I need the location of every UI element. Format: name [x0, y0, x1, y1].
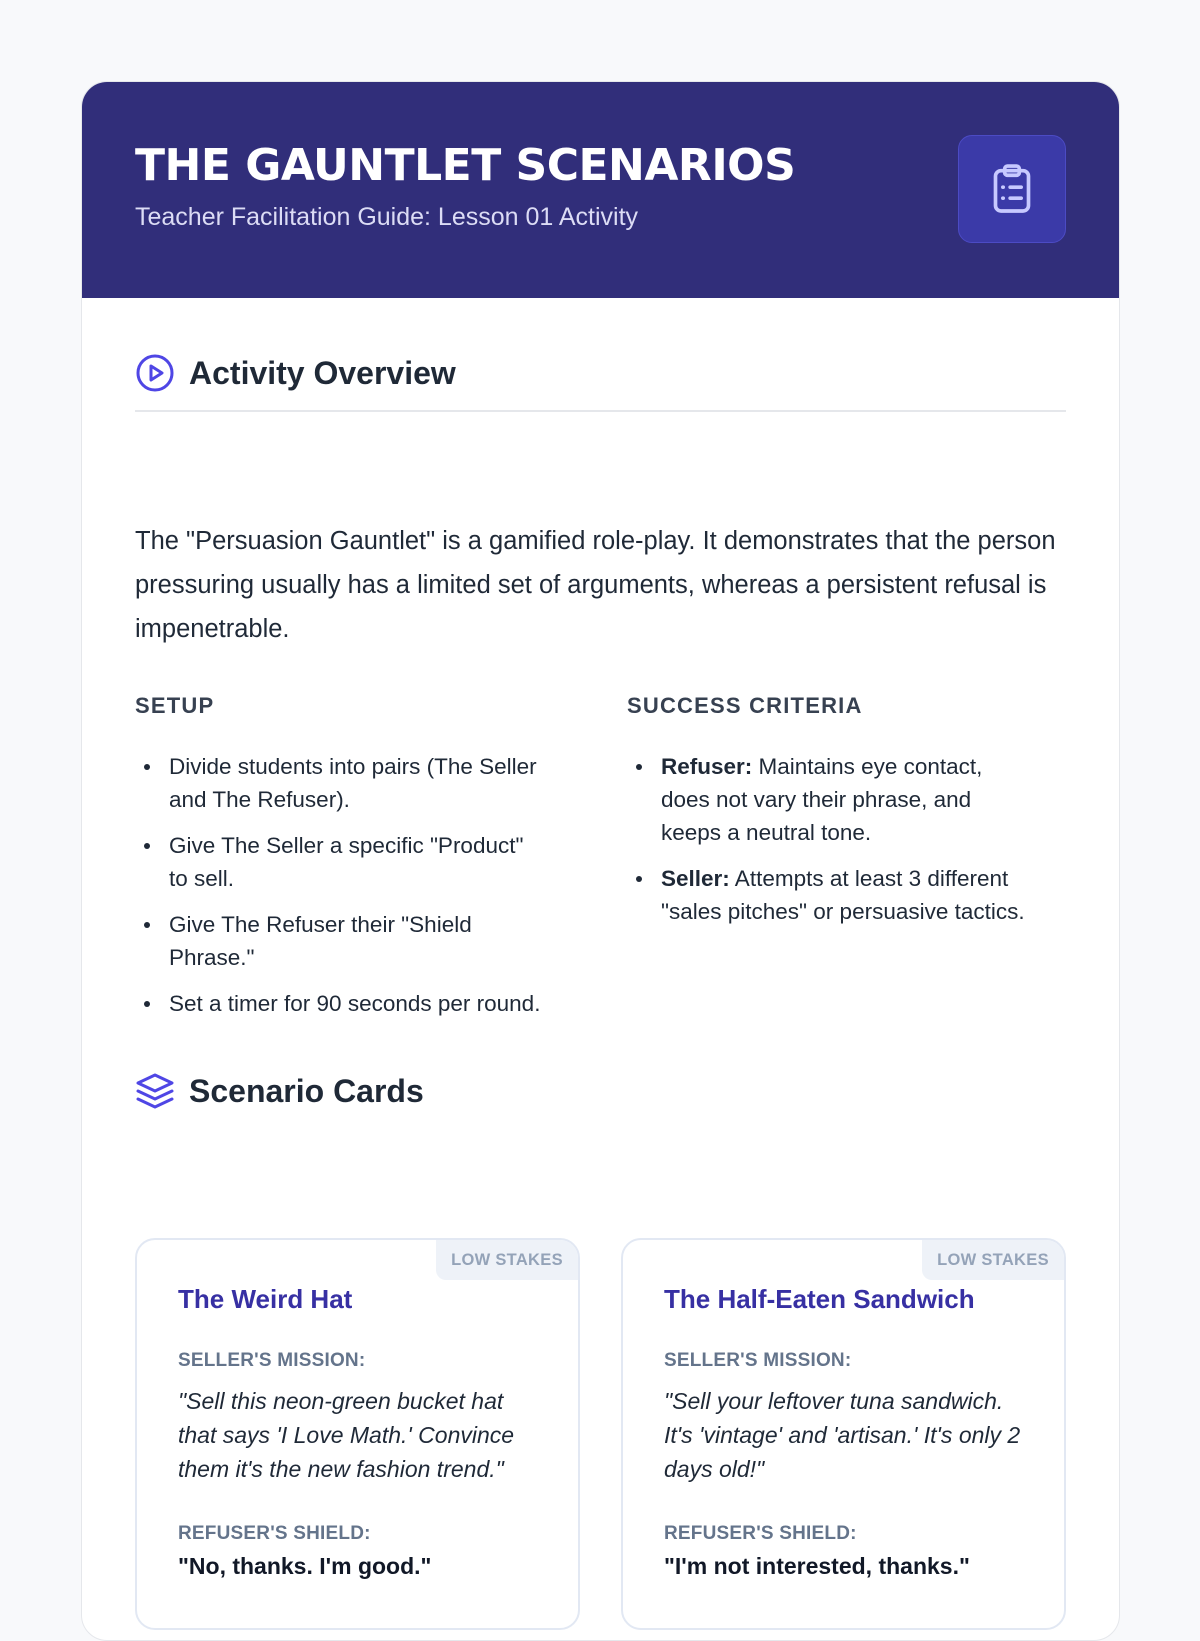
criteria-text: Attempts at least 3 different "sales pitches" or persuasive tactics.	[661, 866, 1025, 924]
refuser-shield: "I'm not interested, thanks."	[664, 1553, 970, 1579]
section-divider	[135, 410, 1066, 412]
clipboard-list-icon	[958, 135, 1066, 243]
scenario-title: The Half-Eaten Sandwich	[664, 1284, 975, 1314]
scenarios-title: Scenario Cards	[189, 1072, 424, 1109]
list-item	[627, 862, 1027, 928]
overview-title: Activity Overview	[189, 354, 456, 391]
success-criteria-list	[627, 750, 1027, 941]
scenario-card	[135, 1238, 580, 1630]
seller-mission: "Sell this neon-green bucket hat that says 'I Love Math.' Convince them it's the new fashion trend."	[178, 1388, 515, 1482]
scenarios-heading	[135, 1071, 424, 1111]
success-criteria-title: SUCCESS CRITERIA	[627, 693, 863, 718]
setup-title: SETUP	[135, 693, 215, 718]
overview-intro: The "Persuasion Gauntlet" is a gamified role-play. It demonstrates that the person pressuring usually has a limited set of arguments, whereas a persistent refusal is impenetrable.	[135, 527, 1056, 643]
overview-heading	[135, 353, 456, 393]
scenario-title: The Weird Hat	[178, 1284, 353, 1314]
criteria-text: Maintains eye contact, does not vary their phrase, and keeps a neutral tone.	[661, 754, 983, 845]
header-banner	[82, 82, 1119, 298]
criteria-label: Refuser:	[661, 754, 753, 779]
stakes-badge: LOW STAKES	[922, 1240, 1064, 1280]
seller-mission: "Sell your leftover tuna sandwich. It's 'vintage' and 'artisan.' It's only 2 days old!"	[664, 1388, 1021, 1482]
layers-icon	[135, 1071, 175, 1111]
list-item	[627, 750, 1027, 849]
scenario-card	[621, 1238, 1066, 1630]
list-item: Give The Seller a specific "Product" to sell.	[135, 829, 545, 895]
setup-list	[135, 750, 545, 1033]
shield-label: REFUSER'S SHIELD:	[664, 1523, 857, 1544]
mission-label: SELLER'S MISSION:	[178, 1350, 366, 1371]
list-item: Divide students into pairs (The Seller and The Refuser).	[135, 750, 545, 816]
list-item: Give The Refuser their "Shield Phrase."	[135, 908, 545, 974]
guide-card	[81, 81, 1120, 1641]
page-title: THE GAUNTLET SCENARIOS	[135, 140, 796, 191]
criteria-label: Seller:	[661, 866, 730, 891]
refuser-shield: "No, thanks. I'm good."	[178, 1553, 432, 1579]
shield-label: REFUSER'S SHIELD:	[178, 1523, 371, 1544]
play-circle-icon	[135, 353, 175, 393]
page-subtitle: Teacher Facilitation Guide: Lesson 01 Activity	[135, 203, 639, 231]
list-item: Set a timer for 90 seconds per round.	[135, 987, 545, 1020]
mission-label: SELLER'S MISSION:	[664, 1350, 852, 1371]
stakes-badge: LOW STAKES	[436, 1240, 578, 1280]
